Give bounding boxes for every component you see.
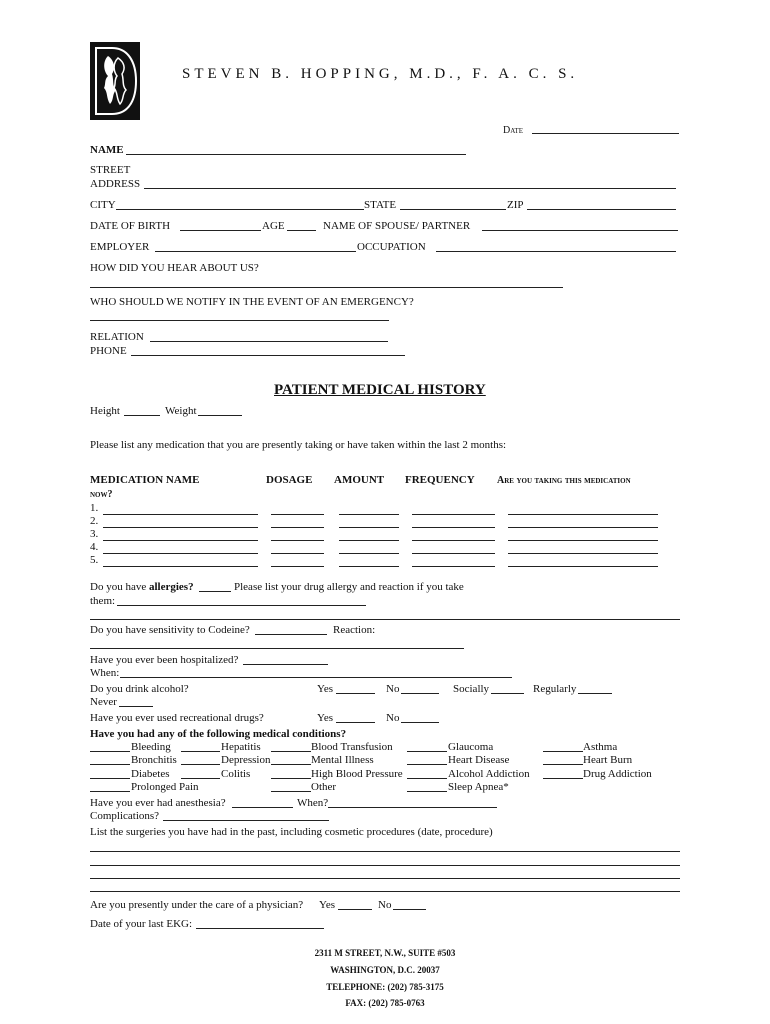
ekg-label: Date of your last EKG:: [90, 918, 193, 930]
dosage-field[interactable]: [271, 553, 324, 554]
employer-field[interactable]: [155, 251, 356, 252]
surgeries-line-3[interactable]: [90, 878, 680, 879]
condition-checkline[interactable]: [407, 751, 447, 752]
amount-field[interactable]: [339, 540, 399, 541]
medication-name-field[interactable]: [103, 553, 258, 554]
spouse-label: NAME OF SPOUSE/ PARTNER: [323, 220, 471, 232]
condition-checkline[interactable]: [271, 764, 311, 765]
footer-address1: 2311 M STREET, N.W., SUITE #503: [314, 948, 456, 958]
allergies-field[interactable]: [199, 591, 231, 592]
physician-no-label: No: [378, 899, 392, 911]
condition-checkline[interactable]: [181, 751, 220, 752]
condition-label: Diabetes: [131, 768, 170, 780]
employer-label: EMPLOYER: [90, 241, 150, 253]
zip-label: ZIP: [507, 199, 524, 211]
street-label: STREET: [90, 164, 131, 176]
condition-checkline[interactable]: [90, 764, 130, 765]
phone-field[interactable]: [131, 355, 405, 356]
drugs-no-label: No: [386, 712, 400, 724]
when-label: When:: [90, 667, 120, 679]
footer-address2: WASHINGTON, D.C. 20037: [330, 965, 440, 975]
condition-checkline[interactable]: [181, 764, 220, 765]
frequency-field[interactable]: [412, 553, 495, 554]
row-number: 3.: [90, 528, 99, 540]
condition-label: Depression: [221, 754, 271, 766]
anesthesia-label: Have you ever had anesthesia?: [90, 797, 226, 809]
dosage-field[interactable]: [271, 514, 324, 515]
state-label: STATE: [364, 199, 397, 211]
relation-label: RELATION: [90, 331, 144, 343]
never-field[interactable]: [119, 706, 153, 707]
emergency-field[interactable]: [90, 320, 389, 321]
condition-label: Drug Addiction: [583, 768, 652, 780]
surgeries-line-1[interactable]: [90, 851, 680, 852]
condition-label: Alcohol Addiction: [448, 768, 530, 780]
zip-field[interactable]: [527, 209, 676, 210]
weight-label: Weight: [165, 405, 197, 417]
anesthesia-field[interactable]: [232, 807, 293, 808]
condition-label: Bronchitis: [131, 754, 177, 766]
condition-checkline[interactable]: [543, 764, 583, 765]
phone-label: PHONE: [90, 345, 127, 357]
condition-checkline[interactable]: [271, 791, 311, 792]
row-number: 5.: [90, 554, 99, 566]
condition-checkline[interactable]: [181, 778, 220, 779]
allergies-bold: allergies?: [148, 581, 194, 593]
col-amount: AMOUNT: [334, 474, 385, 486]
footer-fax: FAX: (202) 785-0763: [345, 998, 425, 1008]
condition-label: Hepatitis: [221, 741, 261, 753]
relation-field[interactable]: [150, 341, 388, 342]
condition-label: Glaucoma: [448, 741, 494, 753]
conditions-header: Have you had any of the following medical conditions?: [90, 728, 347, 740]
medication-name-field[interactable]: [103, 566, 258, 567]
regularly-field[interactable]: [578, 693, 612, 694]
drugs-no-field[interactable]: [401, 722, 439, 723]
condition-checkline[interactable]: [543, 778, 583, 779]
condition-checkline[interactable]: [407, 764, 447, 765]
drugs-yes-field[interactable]: [336, 722, 375, 723]
row-number: 1.: [90, 502, 99, 514]
age-field[interactable]: [287, 230, 316, 231]
drugs-label: Have you ever used recreational drugs?: [90, 712, 264, 724]
condition-label: High Blood Pressure: [311, 768, 403, 780]
amount-field[interactable]: [339, 553, 399, 554]
complications-label: Complications?: [90, 810, 160, 822]
hospitalized-label: Have you ever been hospitalized?: [90, 654, 239, 666]
reaction-label: Reaction:: [333, 624, 376, 636]
address-field[interactable]: [144, 188, 676, 189]
allergies-post: Please list your drug allergy and reaction if you take: [234, 581, 464, 593]
history-title: PATIENT MEDICAL HISTORY: [274, 382, 486, 398]
alcohol-no-label: No: [386, 683, 400, 695]
height-field[interactable]: [124, 415, 160, 416]
surgeries-line-4[interactable]: [90, 891, 680, 892]
ekg-field[interactable]: [196, 928, 324, 929]
condition-checkline[interactable]: [271, 778, 311, 779]
them-label: them:: [90, 595, 116, 607]
surgeries-line-2[interactable]: [90, 865, 680, 866]
row-number: 2.: [90, 515, 99, 527]
condition-label: Heart Disease: [448, 754, 510, 766]
row-number: 4.: [90, 541, 99, 553]
condition-label: Bleeding: [131, 741, 171, 753]
hear-field[interactable]: [90, 287, 563, 288]
condition-label: Colitis: [221, 768, 251, 780]
hear-label: HOW DID YOU HEAR ABOUT US?: [90, 262, 259, 274]
amount-field[interactable]: [339, 514, 399, 515]
never-label: Never: [90, 696, 117, 708]
alcohol-yes-field[interactable]: [336, 693, 375, 694]
frequency-field[interactable]: [412, 566, 495, 567]
city-field[interactable]: [116, 209, 364, 210]
codeine-field[interactable]: [255, 634, 327, 635]
date-field[interactable]: [532, 133, 679, 134]
taking-now-field[interactable]: [508, 566, 658, 567]
doctor-name: STEVEN B. HOPPING, M.D., F. A. C. S.: [182, 66, 579, 82]
medication-name-field[interactable]: [103, 514, 258, 515]
taking-now-field[interactable]: [508, 527, 658, 528]
taking-now-field[interactable]: [508, 514, 658, 515]
condition-checkline[interactable]: [90, 751, 130, 752]
condition-checkline[interactable]: [90, 791, 130, 792]
socially-field[interactable]: [491, 693, 524, 694]
physician-yes-field[interactable]: [338, 909, 372, 910]
col-dosage: DOSAGE: [266, 474, 313, 486]
when2-field[interactable]: [328, 807, 497, 808]
condition-label: Blood Transfusion: [311, 741, 393, 753]
name-field[interactable]: [126, 154, 466, 155]
emergency-label: WHO SHOULD WE NOTIFY IN THE EVENT OF AN EMERGENCY?: [90, 296, 414, 308]
allergies-pre: Do you have: [90, 581, 149, 593]
name-label: NAME: [90, 144, 124, 156]
condition-checkline[interactable]: [90, 778, 130, 779]
frequency-field[interactable]: [412, 514, 495, 515]
taking-now-field[interactable]: [508, 540, 658, 541]
age-label: AGE: [262, 220, 285, 232]
allergies-extra-line[interactable]: [90, 619, 680, 620]
state-field[interactable]: [400, 209, 506, 210]
condition-label: Sleep Apnea*: [448, 781, 509, 793]
amount-field[interactable]: [339, 566, 399, 567]
condition-checkline[interactable]: [543, 751, 583, 752]
codeine-label: Do you have sensitivity to Codeine?: [90, 624, 250, 636]
alcohol-no-field[interactable]: [401, 693, 439, 694]
dob-label: DATE OF BIRTH: [90, 220, 171, 232]
drugs-yes-label: Yes: [317, 712, 334, 724]
dob-field[interactable]: [180, 230, 261, 231]
medication-instruction: Please list any medication that you are presently taking or have taken within the last 2 months:: [90, 439, 507, 451]
dosage-field[interactable]: [271, 566, 324, 567]
address-label: ADDRESS: [90, 178, 141, 190]
medication-name-field[interactable]: [103, 540, 258, 541]
alcohol-yes-label: Yes: [317, 683, 334, 695]
taking-now-field[interactable]: [508, 553, 658, 554]
when-field[interactable]: [120, 677, 512, 678]
physician-label: Are you presently under the care of a physician?: [90, 899, 304, 911]
allergies-question: [90, 581, 194, 594]
condition-label: Prolonged Pain: [131, 781, 199, 793]
surgeries-label: List the surgeries you have had in the past, including cosmetic procedures (date, procedure): [90, 826, 493, 838]
col-taking: Are you taking this medication: [497, 475, 631, 486]
weight-field[interactable]: [198, 415, 242, 416]
condition-checkline[interactable]: [407, 791, 447, 792]
frequency-field[interactable]: [412, 540, 495, 541]
when2-label: When?: [297, 797, 329, 809]
col-frequency: FREQUENCY: [405, 474, 475, 486]
logo: [90, 42, 140, 120]
physician-no-field[interactable]: [393, 909, 426, 910]
them-field[interactable]: [117, 605, 366, 606]
medication-name-field[interactable]: [103, 527, 258, 528]
condition-label: Mental Illness: [311, 754, 374, 766]
regularly-label: Regularly: [533, 683, 577, 695]
reaction-field[interactable]: [90, 648, 464, 649]
height-label: Height: [90, 405, 120, 417]
dosage-field[interactable]: [271, 540, 324, 541]
complications-field[interactable]: [163, 820, 329, 821]
condition-label: Other: [311, 781, 337, 793]
frequency-field[interactable]: [412, 527, 495, 528]
spouse-field[interactable]: [482, 230, 678, 231]
date-label: Date: [503, 125, 524, 136]
socially-label: Socially: [453, 683, 490, 695]
city-label: CITY: [90, 199, 116, 211]
amount-field[interactable]: [339, 527, 399, 528]
occupation-field[interactable]: [436, 251, 676, 252]
dosage-field[interactable]: [271, 527, 324, 528]
footer-telephone: TELEPHONE: (202) 785-3175: [326, 982, 444, 992]
physician-yes-label: Yes: [319, 899, 336, 911]
condition-label: Heart Burn: [583, 754, 633, 766]
hospitalized-field[interactable]: [243, 664, 328, 665]
col-medication-name: MEDICATION NAME: [90, 474, 200, 486]
condition-checkline[interactable]: [407, 778, 447, 779]
condition-checkline[interactable]: [271, 751, 311, 752]
condition-label: Asthma: [583, 741, 618, 753]
alcohol-label: Do you drink alcohol?: [90, 683, 189, 695]
occupation-label: OCCUPATION: [357, 241, 426, 253]
col-now: now?: [90, 489, 113, 500]
